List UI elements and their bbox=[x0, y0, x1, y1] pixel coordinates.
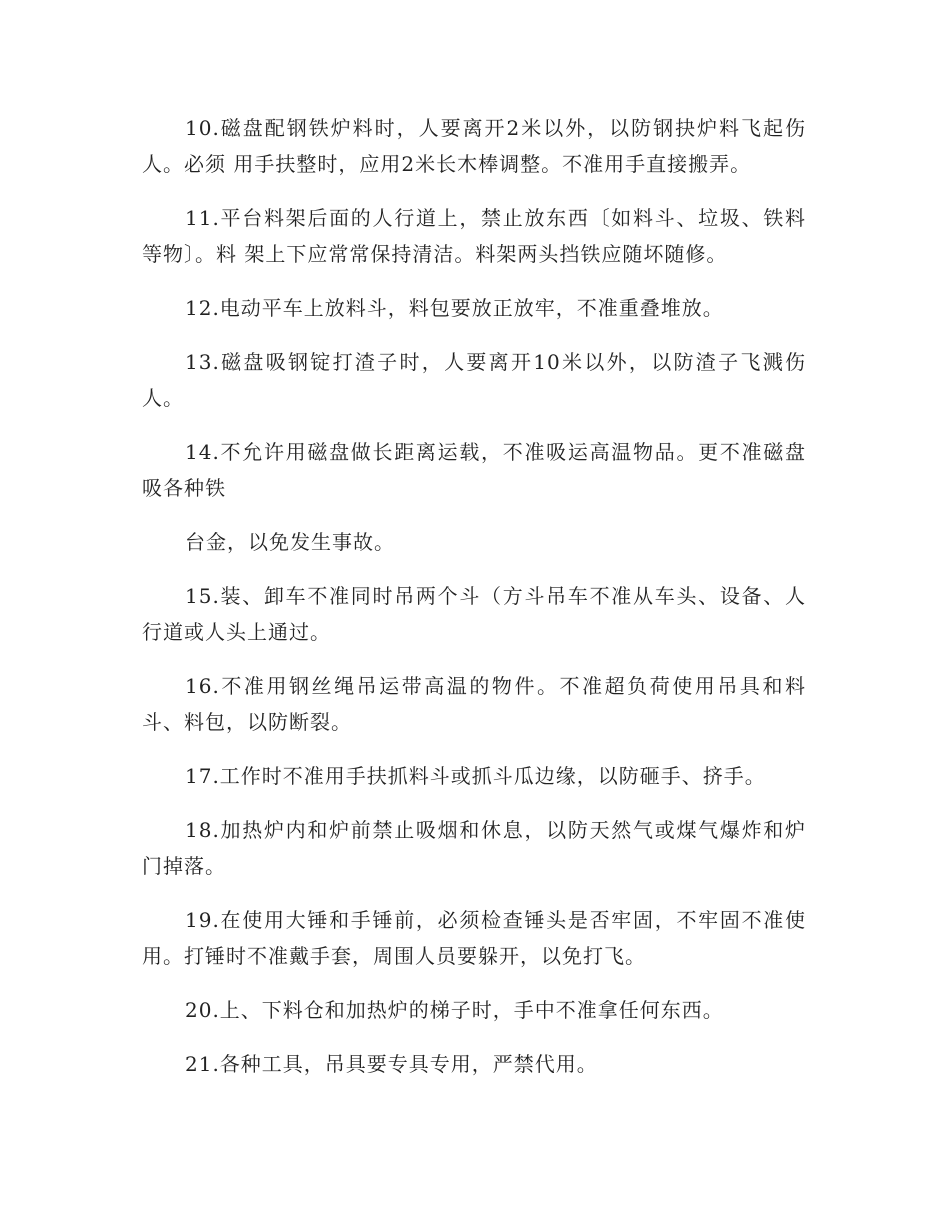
paragraph-rule-17: 17.工作时不准用手扶抓料斗或抓斗瓜边缘，以防砸手、挤手。 bbox=[185, 764, 766, 788]
paragraph-rule-18: 18.加热炉内和炉前禁止吸烟和休息，以防天然气或煤气爆炸和炉门掉落。 bbox=[142, 818, 806, 878]
paragraph-rule-16: 16.不准用钢丝绳吊运带高温的物件。不准超负荷使用吊具和料斗、料包，以防断裂。 bbox=[142, 674, 806, 734]
paragraph-rule-15: 15.装、卸车不准同时吊两个斗（方斗吊车不准从车头、设备、人行道或人头上通过。 bbox=[142, 584, 806, 644]
paragraph-rule-14: 14.不允许用磁盘做长距离运载，不准吸运高温物品。更不准磁盘吸各种铁 bbox=[142, 440, 806, 500]
paragraph-rule-10: 10.磁盘配钢铁炉料时，人要离开2米以外，以防钢抉炉料飞起伤人。必须 用手扶整时，应用2米长木棒调整。不准用手直接搬弄。 bbox=[142, 116, 806, 176]
paragraph-rule-21: 21.各种工具，吊具要专具专用，严禁代用。 bbox=[185, 1052, 598, 1076]
paragraph-rule-14-continued: 台金，以免发生事故。 bbox=[185, 530, 395, 554]
paragraph-rule-20: 20.上、下料仓和加热炉的梯子时，手中不准拿任何东西。 bbox=[185, 998, 724, 1022]
paragraph-rule-13: 13.磁盘吸钢锭打渣子时，人要离开10米以外，以防渣子飞溅伤人。 bbox=[142, 350, 806, 410]
paragraph-rule-19: 19.在使用大锤和手锤前，必须检查锤头是否牢固，不牢固不准使用。打锤时不准戴手套，周围人员要躲开，以免打飞。 bbox=[142, 908, 806, 968]
paragraph-rule-12: 12.电动平车上放料斗，料包要放正放牢，不准重叠堆放。 bbox=[185, 296, 724, 320]
paragraph-rule-11: 11.平台料架后面的人行道上，禁止放东西〔如料斗、垃圾、铁料等物〕。料 架上下应常常保持清洁。料架两头挡铁应随坏随修。 bbox=[142, 206, 806, 266]
document-body bbox=[142, 110, 806, 1100]
